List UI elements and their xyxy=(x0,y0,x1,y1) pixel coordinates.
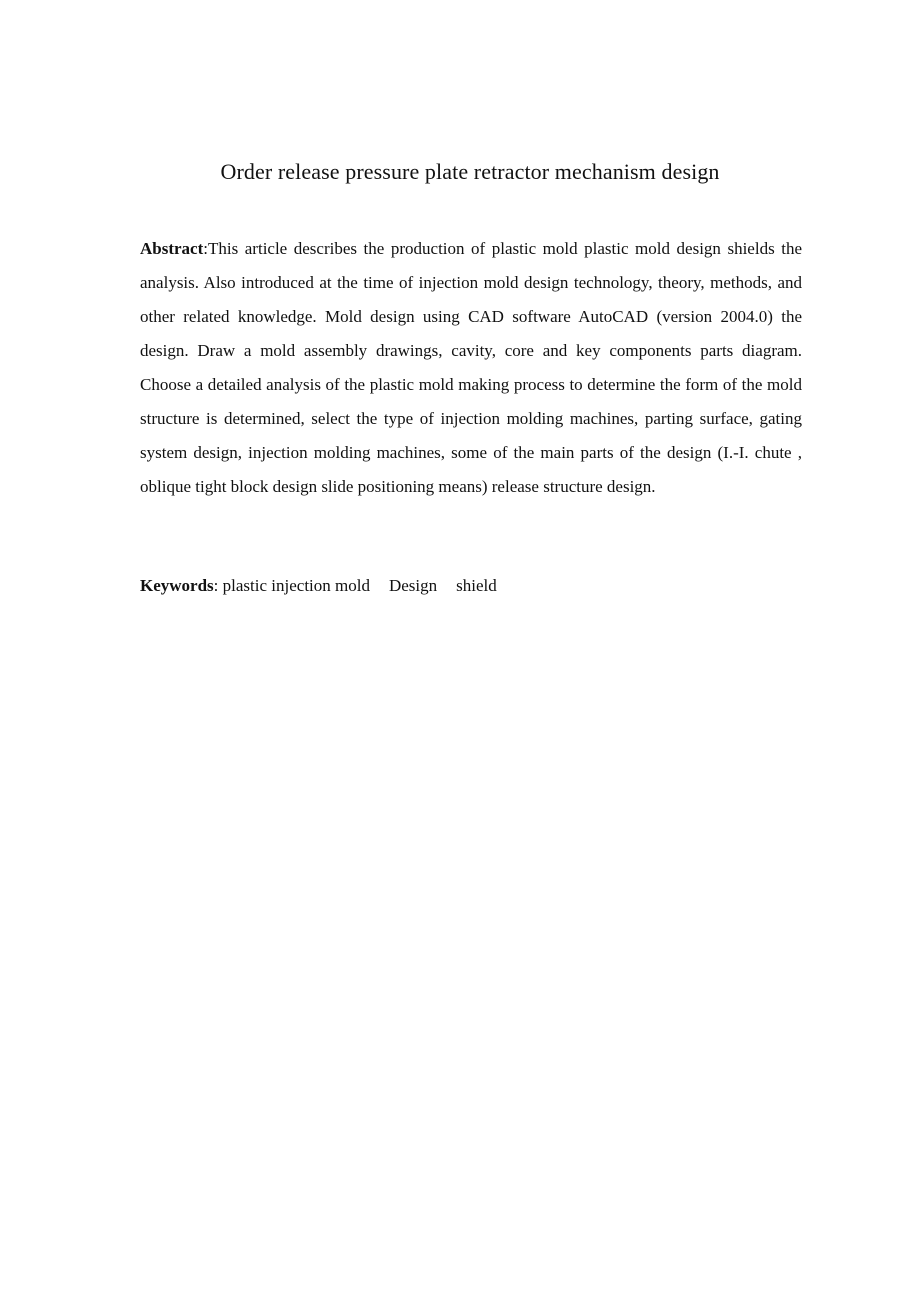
abstract-label: Abstract xyxy=(140,239,204,258)
keywords-line xyxy=(140,572,802,600)
abstract-paragraph xyxy=(140,232,802,504)
keyword-item: plastic injection mold xyxy=(222,576,370,595)
keywords-separator: : xyxy=(213,576,223,595)
keyword-item: shield xyxy=(456,576,497,595)
keyword-item: Design xyxy=(388,576,438,595)
document-title: Order release pressure plate retractor mechanism design xyxy=(220,159,720,184)
abstract-text: This article describes the production of plastic mold plastic mold design shields the analysis. Also introduced at the time of injection mold design technology, theory, methods, and other related knowledge. Mold design using CAD software AutoCAD (version 2004.0) the design. Draw a mold assembly drawings, cavity, core and key components parts diagram. Choose a detailed analysis of the plastic mold making process to determine the form of the mold structure is determined, select the type of injection molding machines, parting surface, gating system design, injection molding machines, some of the main parts of the design (I.-I. chute , oblique tight block design slide positioning means) release structure design. xyxy=(140,239,802,496)
keywords-label: Keywords xyxy=(140,576,214,595)
abstract-separator: : xyxy=(203,239,208,258)
